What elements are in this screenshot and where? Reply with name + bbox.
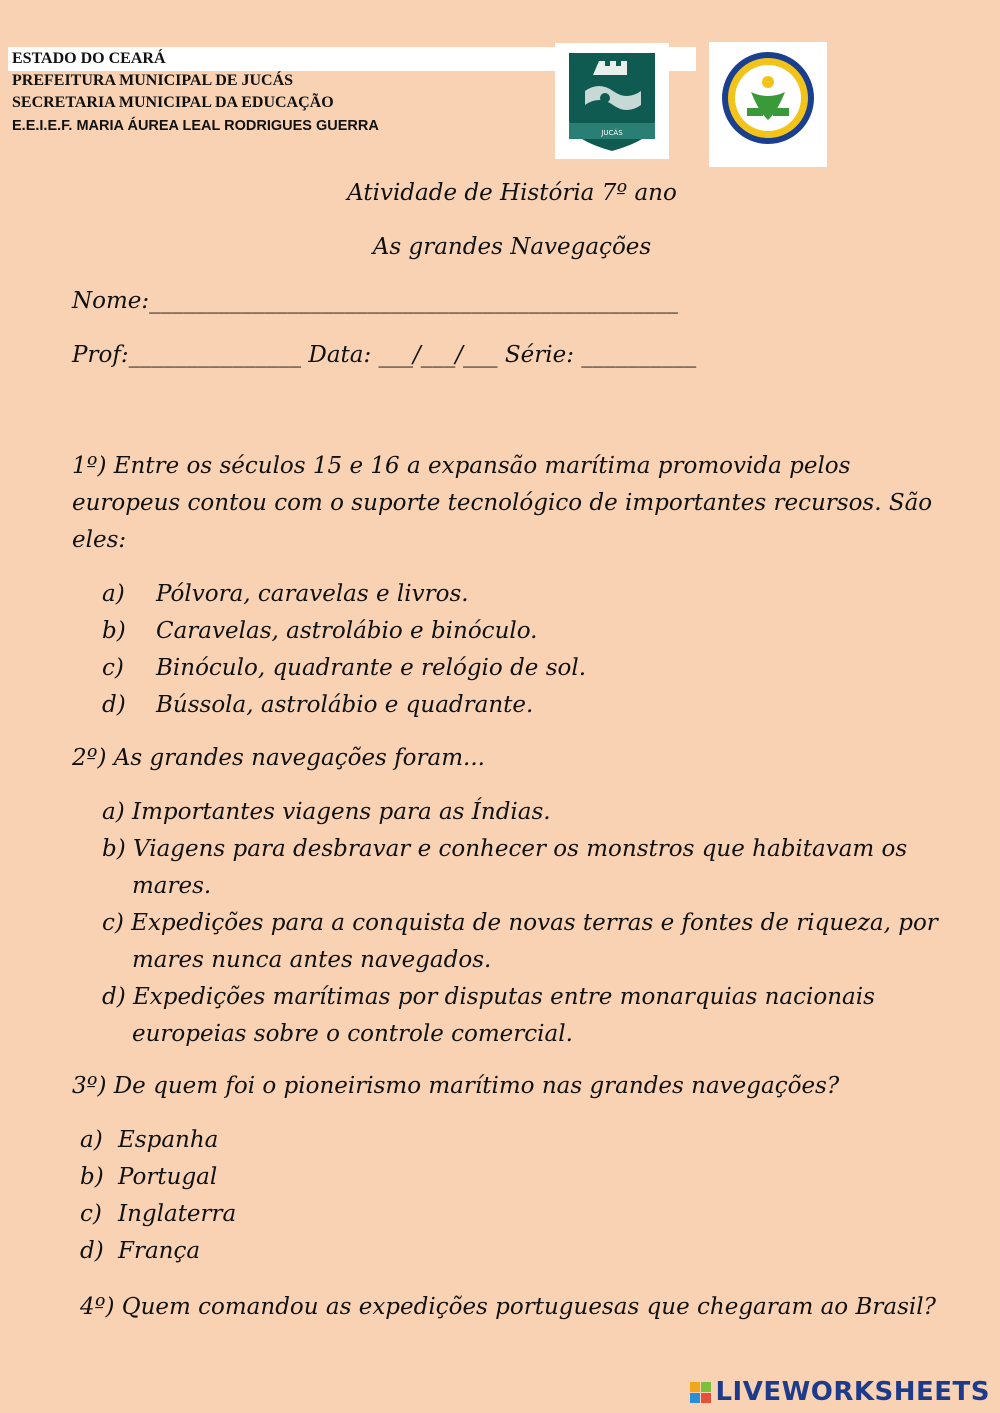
q3-option-c[interactable] xyxy=(80,1196,236,1233)
q1-option-c-letter: c) xyxy=(102,655,124,681)
name-field[interactable]: Nome:______________________________________________ xyxy=(72,288,679,314)
q2-option-b[interactable] xyxy=(102,831,992,905)
q3-option-d[interactable] xyxy=(80,1233,200,1270)
question-2-text: 2º) As grandes navegações foram... xyxy=(72,745,485,771)
school-header xyxy=(12,48,379,138)
liveworksheets-badge-icon xyxy=(690,1382,711,1403)
q3-option-d-text: França xyxy=(118,1238,201,1264)
header-state: ESTADO DO CEARÁ xyxy=(12,50,166,67)
page-subtitle: As grandes Navegações xyxy=(372,234,652,260)
q1-option-b-letter: b) xyxy=(102,618,126,644)
q2-option-b-text: Viagens para desbravar e conhecer os monstros que habitavam os mares. xyxy=(132,836,908,899)
header-prefecture: PREFEITURA MUNICIPAL DE JUCÁS xyxy=(12,72,294,89)
q2-option-b-letter: b) xyxy=(102,836,126,862)
q3-option-b-text: Portugal xyxy=(118,1164,218,1190)
prof-date-series-field[interactable]: Prof:_______________ Data: ___/___/___ Série: __________ xyxy=(72,342,697,368)
q3-option-c-letter: c) xyxy=(80,1201,102,1227)
q1-option-b-text: Caravelas, astrolábio e binóculo. xyxy=(156,618,538,644)
q1-option-d-letter: d) xyxy=(102,692,126,718)
q3-option-c-text: Inglaterra xyxy=(118,1201,237,1227)
q2-option-d[interactable] xyxy=(102,979,992,1053)
q2-option-c[interactable] xyxy=(102,905,992,979)
header-secretariat: SECRETARIA MUNICIPAL DA EDUCAÇÃO xyxy=(12,94,334,111)
q1-option-d[interactable] xyxy=(102,687,533,724)
q3-option-a-letter: a) xyxy=(80,1127,103,1153)
logo1-text: JUCÁS xyxy=(601,129,623,137)
liveworksheets-brand[interactable] xyxy=(690,1377,990,1407)
q3-option-d-letter: d) xyxy=(80,1238,104,1264)
q2-option-d-text: Expedições marítimas por disputas entre monarquias nacionais europeias sobre o controle comercial. xyxy=(132,984,875,1047)
q2-option-a-letter: a) xyxy=(102,799,125,825)
q2-option-c-letter: c) xyxy=(102,910,124,936)
school-seal-logo xyxy=(709,42,827,167)
q3-option-b[interactable] xyxy=(80,1159,217,1196)
jucas-coat-of-arms-logo xyxy=(555,43,669,159)
question-1-text: 1º) Entre os séculos 15 e 16 a expansão marítima promovida pelos europeus contou com o suporte tecnológico de importantes recursos. São eles: xyxy=(72,453,933,553)
question-4-text: 4º) Quem comandou as expedições portuguesas que chegaram ao Brasil? xyxy=(80,1294,936,1320)
q3-option-a-text: Espanha xyxy=(118,1127,219,1153)
q2-option-a[interactable] xyxy=(102,794,992,831)
q1-option-a[interactable] xyxy=(102,576,469,613)
q1-option-a-text: Pólvora, caravelas e livros. xyxy=(156,581,469,607)
q2-option-c-text: Expedições para a conquista de novas terras e fontes de riqueza, por mares nunca antes navegados. xyxy=(131,910,938,973)
q2-option-a-text: Importantes viagens para as Índias. xyxy=(132,799,551,825)
q1-option-c-text: Binóculo, quadrante e relógio de sol. xyxy=(156,655,587,681)
q2-option-d-letter: d) xyxy=(102,984,126,1010)
question-3-text: 3º) De quem foi o pioneirismo marítimo nas grandes navegações? xyxy=(72,1073,840,1099)
q3-option-b-letter: b) xyxy=(80,1164,104,1190)
brand-text: LIVEWORKSHEETS xyxy=(715,1377,990,1407)
q1-option-c[interactable] xyxy=(102,650,586,687)
q1-option-d-text: Bússola, astrolábio e quadrante. xyxy=(156,692,534,718)
header-school: E.E.I.E.F. MARIA ÁUREA LEAL RODRIGUES GUERRA xyxy=(12,118,379,134)
page-title: Atividade de História 7º ano xyxy=(347,180,677,206)
q3-option-a[interactable] xyxy=(80,1122,218,1159)
q1-option-b[interactable] xyxy=(102,613,538,650)
q1-option-a-letter: a) xyxy=(102,581,125,607)
